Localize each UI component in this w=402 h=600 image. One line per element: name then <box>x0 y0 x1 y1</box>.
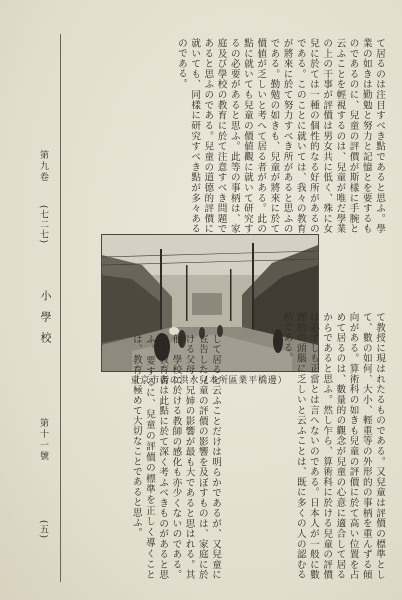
body-paragraph-top: て居るのは注目すべき點であると思ふ。學業の如きは勤勉と努力と記憶とを要するものであるのに、兒童の評價が斯樣に手腕と云ふことを輕視するのは、兒童が唯だ學業の上の干事が評價は男女共に低く、殊に女兒に於ては一種の個性的なる好所があるのである。このことに就いては、我々の教育が將來に於て努力すべき所があると思ふのである。勤勉の如きも、兒童が將來に於て價値が乏しいと考へて居る者がある。此の點に就いても兒童の價値觀に就いて研究するの必要があると思ふ。此等の事柄は、家庭及び學校の教育に於て注意すべき問題であると思ふのである。兒童の道德的評價に就いても、同樣に研究すべき點が多々あるのである。 <box>175 38 385 234</box>
body-paragraph-bottom-right: て教授に現はれたるものである。又兒童は評價の標準として、數の如何、大小、輕重等の外形的の事柄を重んずる傾向がある。算術科の如きも兒童の評價に於て高い位置を占めて居るのは、數量的の觀念が兒童の心意に適合して居るからであると思ふ。然し乍ら、算術科に於ける兒童の評價は必ずしも正當とは言へないのである。日本人が一般に數理的の頭腦に乏しいと云ふことは、既に多くの人の認むる所である。 <box>281 312 385 580</box>
body-paragraph-bottom-left: して居ると云ふことだけは明らかであるが、又兒童に宣告した兒童の評價の影響を及ぼすものは、家庭に於ける父母、兄姉の影響が最も大であると思はれる。其他、學校に於ける教師の感化も亦少くないのである。我々教育者は此點に於て深く考ふべきものがあると思ふ。要するに、兒童の評價の標準を正しく導くことは、教育上極めて大切なことであると思ふ。 <box>130 334 221 580</box>
page-number: (七二七) <box>38 205 48 245</box>
body-text-bottom-left <box>62 334 222 580</box>
journal-title: 小學校 <box>39 290 52 353</box>
body-text-bottom-right <box>224 312 386 580</box>
margin-rule <box>60 34 61 582</box>
issue-label: 第十一號 <box>38 418 48 462</box>
folio-number: (五) <box>38 520 48 540</box>
photo-caption: 東京市街の洪水（本所區業平橋邊） <box>130 376 288 386</box>
volume-label: 第九卷 <box>38 150 48 183</box>
body-text-top <box>62 38 386 234</box>
